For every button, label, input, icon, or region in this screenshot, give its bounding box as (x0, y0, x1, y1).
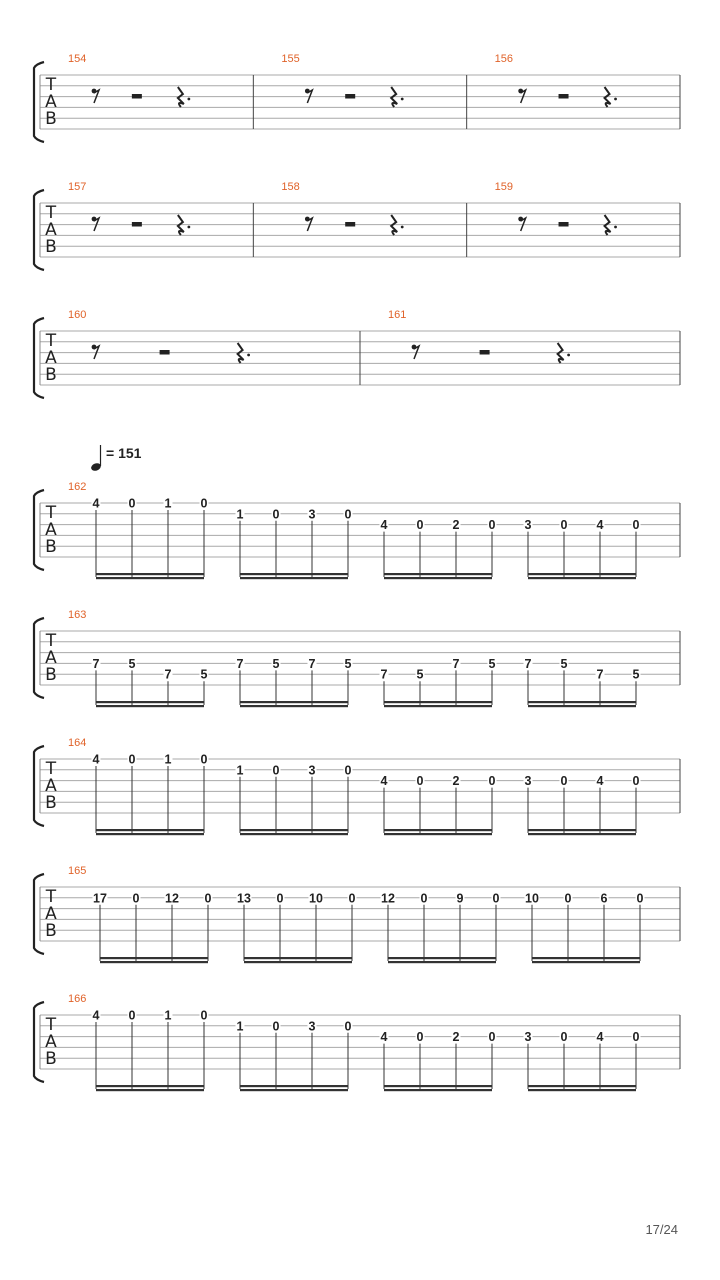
measure (253, 181, 403, 257)
fret-number: 5 (128, 656, 136, 671)
system-bracket (34, 618, 44, 698)
rest-dot (401, 226, 404, 229)
beam (528, 833, 636, 835)
fret-number: 0 (272, 763, 280, 778)
measure (68, 309, 250, 363)
measure (253, 53, 403, 129)
beamed-note-group (525, 891, 645, 963)
beamed-note-group (92, 497, 209, 580)
beamed-note-group (524, 518, 641, 579)
beamed-note-group (92, 753, 209, 836)
system-bracket (34, 874, 44, 954)
beam (240, 573, 348, 575)
system-bracket (34, 1002, 44, 1082)
fret-number: 0 (564, 891, 572, 906)
fret-number: 5 (344, 656, 352, 671)
tab-letter-a: A (45, 648, 57, 668)
tab-system (34, 993, 680, 1091)
fret-number: 1 (236, 1019, 244, 1034)
fret-number: 1 (164, 1008, 172, 1023)
fret-number: 0 (420, 891, 428, 906)
beam (96, 1085, 204, 1087)
beam (384, 1089, 492, 1091)
eighth-rest-icon (92, 217, 99, 231)
beam (528, 701, 636, 703)
beam (532, 961, 640, 963)
half-rest-icon (480, 350, 490, 355)
fret-number: 0 (416, 518, 424, 533)
fret-number: 17 (93, 891, 107, 906)
fret-number: 0 (488, 774, 496, 789)
eighth-rest-icon (518, 217, 525, 231)
tempo-value: = 151 (106, 445, 142, 461)
page-number: 17/24 (645, 1222, 678, 1237)
fret-number: 3 (308, 1019, 316, 1034)
beam (96, 701, 204, 703)
beam (388, 957, 496, 959)
fret-number: 4 (380, 1030, 388, 1045)
fret-number: 9 (456, 891, 464, 906)
tab-system (34, 309, 680, 398)
tab-letter-b: B (45, 793, 57, 813)
fret-number: 0 (128, 752, 136, 767)
beamed-note-group (93, 891, 213, 963)
half-rest-icon (132, 94, 142, 99)
tab-letter-b: B (45, 1049, 57, 1069)
beamed-note-group (524, 1030, 641, 1091)
beam (96, 833, 204, 835)
system-bracket (34, 746, 44, 826)
system-bracket (34, 62, 44, 142)
fret-number: 3 (524, 774, 532, 789)
beam (528, 573, 636, 575)
tab-letter-t: T (45, 631, 57, 651)
fret-number: 4 (596, 518, 604, 533)
beam (240, 833, 348, 835)
fret-number: 0 (204, 891, 212, 906)
fret-number: 5 (632, 667, 640, 682)
fret-number: 0 (344, 507, 352, 522)
fret-number: 0 (200, 1008, 208, 1023)
fret-number: 7 (524, 656, 532, 671)
fret-number: 4 (92, 496, 100, 511)
measure (68, 481, 641, 579)
measure-number: 165 (68, 865, 87, 877)
fret-number: 4 (380, 518, 388, 533)
beam (528, 1085, 636, 1087)
fret-number: 13 (237, 891, 251, 906)
measure-number: 158 (281, 181, 300, 193)
beam (96, 573, 204, 575)
fret-number: 5 (560, 656, 568, 671)
measure-number: 160 (68, 309, 87, 321)
beam (528, 705, 636, 707)
tab-system (34, 53, 680, 142)
measure-number: 156 (494, 53, 514, 65)
fret-number: 4 (380, 774, 388, 789)
fret-number: 4 (596, 774, 604, 789)
eighth-rest-icon (92, 89, 99, 103)
beam (96, 577, 204, 579)
fret-number: 4 (92, 1008, 100, 1023)
fret-number: 0 (344, 1019, 352, 1034)
beam (244, 957, 352, 959)
fret-number: 0 (632, 1030, 640, 1045)
half-rest-icon (559, 94, 569, 99)
fret-number: 0 (128, 496, 136, 511)
fret-number: 0 (560, 774, 568, 789)
tab-letter-b: B (45, 237, 57, 257)
beam (384, 833, 492, 835)
fret-number: 7 (596, 667, 604, 682)
beam (240, 1085, 348, 1087)
measure (68, 53, 190, 107)
tab-letter-a: A (45, 1032, 57, 1052)
tab-letter-a: A (45, 92, 57, 112)
measure-number: 155 (281, 53, 300, 65)
half-rest-icon (345, 222, 355, 227)
beamed-note-group (380, 657, 497, 707)
tab-letter-t: T (45, 503, 57, 523)
measure-number: 154 (68, 53, 87, 65)
tab-letter-a: A (45, 348, 57, 368)
system-bracket (34, 318, 44, 398)
fret-number: 4 (596, 1030, 604, 1045)
beamed-note-group (236, 507, 353, 579)
eighth-rest-icon (412, 345, 419, 359)
fret-number: 3 (524, 1030, 532, 1045)
fret-number: 0 (416, 774, 424, 789)
beamed-note-group (92, 1009, 209, 1092)
half-rest-icon (132, 222, 142, 227)
beamed-note-group (380, 518, 497, 579)
fret-number: 0 (560, 1030, 568, 1045)
beam (240, 705, 348, 707)
beamed-note-group (524, 774, 641, 835)
beam (384, 1085, 492, 1087)
fret-number: 0 (272, 1019, 280, 1034)
tab-letter-a: A (45, 520, 57, 540)
rest-dot (247, 354, 250, 357)
fret-number: 0 (488, 1030, 496, 1045)
beam (240, 577, 348, 579)
fret-number: 7 (92, 656, 100, 671)
fret-number: 0 (272, 507, 280, 522)
beam (528, 829, 636, 831)
fret-number: 7 (380, 667, 388, 682)
fret-number: 6 (600, 891, 608, 906)
tab-letter-a: A (45, 776, 57, 796)
tab-letter-a: A (45, 220, 57, 240)
beamed-note-group (236, 763, 353, 835)
measure (68, 737, 641, 835)
half-rest-icon (345, 94, 355, 99)
measure-number: 157 (68, 181, 87, 193)
measure-number: 164 (68, 737, 87, 749)
fret-number: 10 (309, 891, 323, 906)
system-bracket (34, 190, 44, 270)
fret-number: 0 (344, 763, 352, 778)
tab-letter-t: T (45, 203, 57, 223)
measure-number: 161 (388, 309, 407, 321)
beam (528, 1089, 636, 1091)
beam (244, 961, 352, 963)
rest-dot (187, 226, 190, 229)
rest-dot (401, 98, 404, 101)
fret-number: 4 (92, 752, 100, 767)
measure-number: 159 (494, 181, 514, 193)
fret-number: 0 (276, 891, 284, 906)
fret-number: 5 (416, 667, 424, 682)
fret-number: 3 (524, 518, 532, 533)
tab-letter-t: T (45, 1015, 57, 1035)
fret-number: 0 (200, 496, 208, 511)
fret-number: 0 (492, 891, 500, 906)
rest-dot (187, 98, 190, 101)
fret-number: 0 (632, 518, 640, 533)
fret-number: 2 (452, 774, 460, 789)
tab-system (34, 481, 680, 579)
fret-number: 0 (632, 774, 640, 789)
tab-letter-b: B (45, 665, 57, 685)
beam (528, 577, 636, 579)
fret-number: 12 (381, 891, 395, 906)
measure (467, 181, 617, 257)
measure (68, 181, 190, 235)
measure-number: 162 (68, 481, 87, 493)
tab-system (34, 737, 680, 835)
tab-letter-t: T (45, 887, 57, 907)
fret-number: 5 (200, 667, 208, 682)
fret-number: 0 (128, 1008, 136, 1023)
half-rest-icon (160, 350, 170, 355)
fret-number: 0 (488, 518, 496, 533)
fret-number: 5 (488, 656, 496, 671)
rest-dot (614, 226, 617, 229)
fret-number: 5 (272, 656, 280, 671)
measure-number: 166 (68, 993, 87, 1005)
beam (96, 705, 204, 707)
tab-letter-a: A (45, 904, 57, 924)
fret-number: 2 (452, 518, 460, 533)
beam (384, 701, 492, 703)
fret-number: 1 (236, 763, 244, 778)
fret-number: 0 (132, 891, 140, 906)
fret-number: 0 (348, 891, 356, 906)
eighth-rest-icon (518, 89, 525, 103)
tab-system (34, 865, 680, 963)
beam (384, 577, 492, 579)
beamed-note-group (381, 891, 501, 963)
beam (388, 961, 496, 963)
beamed-note-group (524, 657, 641, 707)
beam (240, 829, 348, 831)
tab-system (34, 609, 680, 707)
measure (360, 309, 570, 385)
fret-number: 7 (236, 656, 244, 671)
tab-letter-b: B (45, 921, 57, 941)
tab-letter-t: T (45, 331, 57, 351)
beam (100, 961, 208, 963)
beam (240, 1089, 348, 1091)
fret-number: 1 (236, 507, 244, 522)
beam (96, 829, 204, 831)
fret-number: 7 (308, 656, 316, 671)
tab-letter-t: T (45, 759, 57, 779)
beam (240, 701, 348, 703)
measure (68, 993, 641, 1091)
beam (384, 705, 492, 707)
system-bracket (34, 490, 44, 570)
beam (96, 1089, 204, 1091)
tempo-marking (90, 445, 142, 472)
fret-number: 3 (308, 763, 316, 778)
fret-number: 0 (560, 518, 568, 533)
eighth-rest-icon (305, 89, 312, 103)
measure (68, 609, 641, 707)
fret-number: 0 (636, 891, 644, 906)
tab-letter-b: B (45, 109, 57, 129)
fret-number: 0 (416, 1030, 424, 1045)
beamed-note-group (92, 657, 209, 707)
beamed-note-group (380, 774, 497, 835)
fret-number: 2 (452, 1030, 460, 1045)
beamed-note-group (236, 1019, 353, 1091)
fret-number: 7 (164, 667, 172, 682)
beam (532, 957, 640, 959)
fret-number: 10 (525, 891, 539, 906)
tab-letter-t: T (45, 75, 57, 95)
tab-letter-b: B (45, 365, 57, 385)
rest-dot (567, 354, 570, 357)
eighth-rest-icon (305, 217, 312, 231)
fret-number: 1 (164, 496, 172, 511)
beam (384, 829, 492, 831)
fret-number: 3 (308, 507, 316, 522)
beam (100, 957, 208, 959)
eighth-rest-icon (92, 345, 99, 359)
beam (384, 573, 492, 575)
measure (68, 865, 645, 963)
tab-letter-b: B (45, 537, 57, 557)
beamed-note-group (237, 891, 357, 963)
fret-number: 7 (452, 656, 460, 671)
measure (467, 53, 617, 129)
fret-number: 12 (165, 891, 179, 906)
fret-number: 0 (200, 752, 208, 767)
rest-dot (614, 98, 617, 101)
beamed-note-group (380, 1030, 497, 1091)
fret-number: 1 (164, 752, 172, 767)
measure-number: 163 (68, 609, 87, 621)
half-rest-icon (559, 222, 569, 227)
beamed-note-group (236, 657, 353, 707)
tab-system (34, 181, 680, 270)
